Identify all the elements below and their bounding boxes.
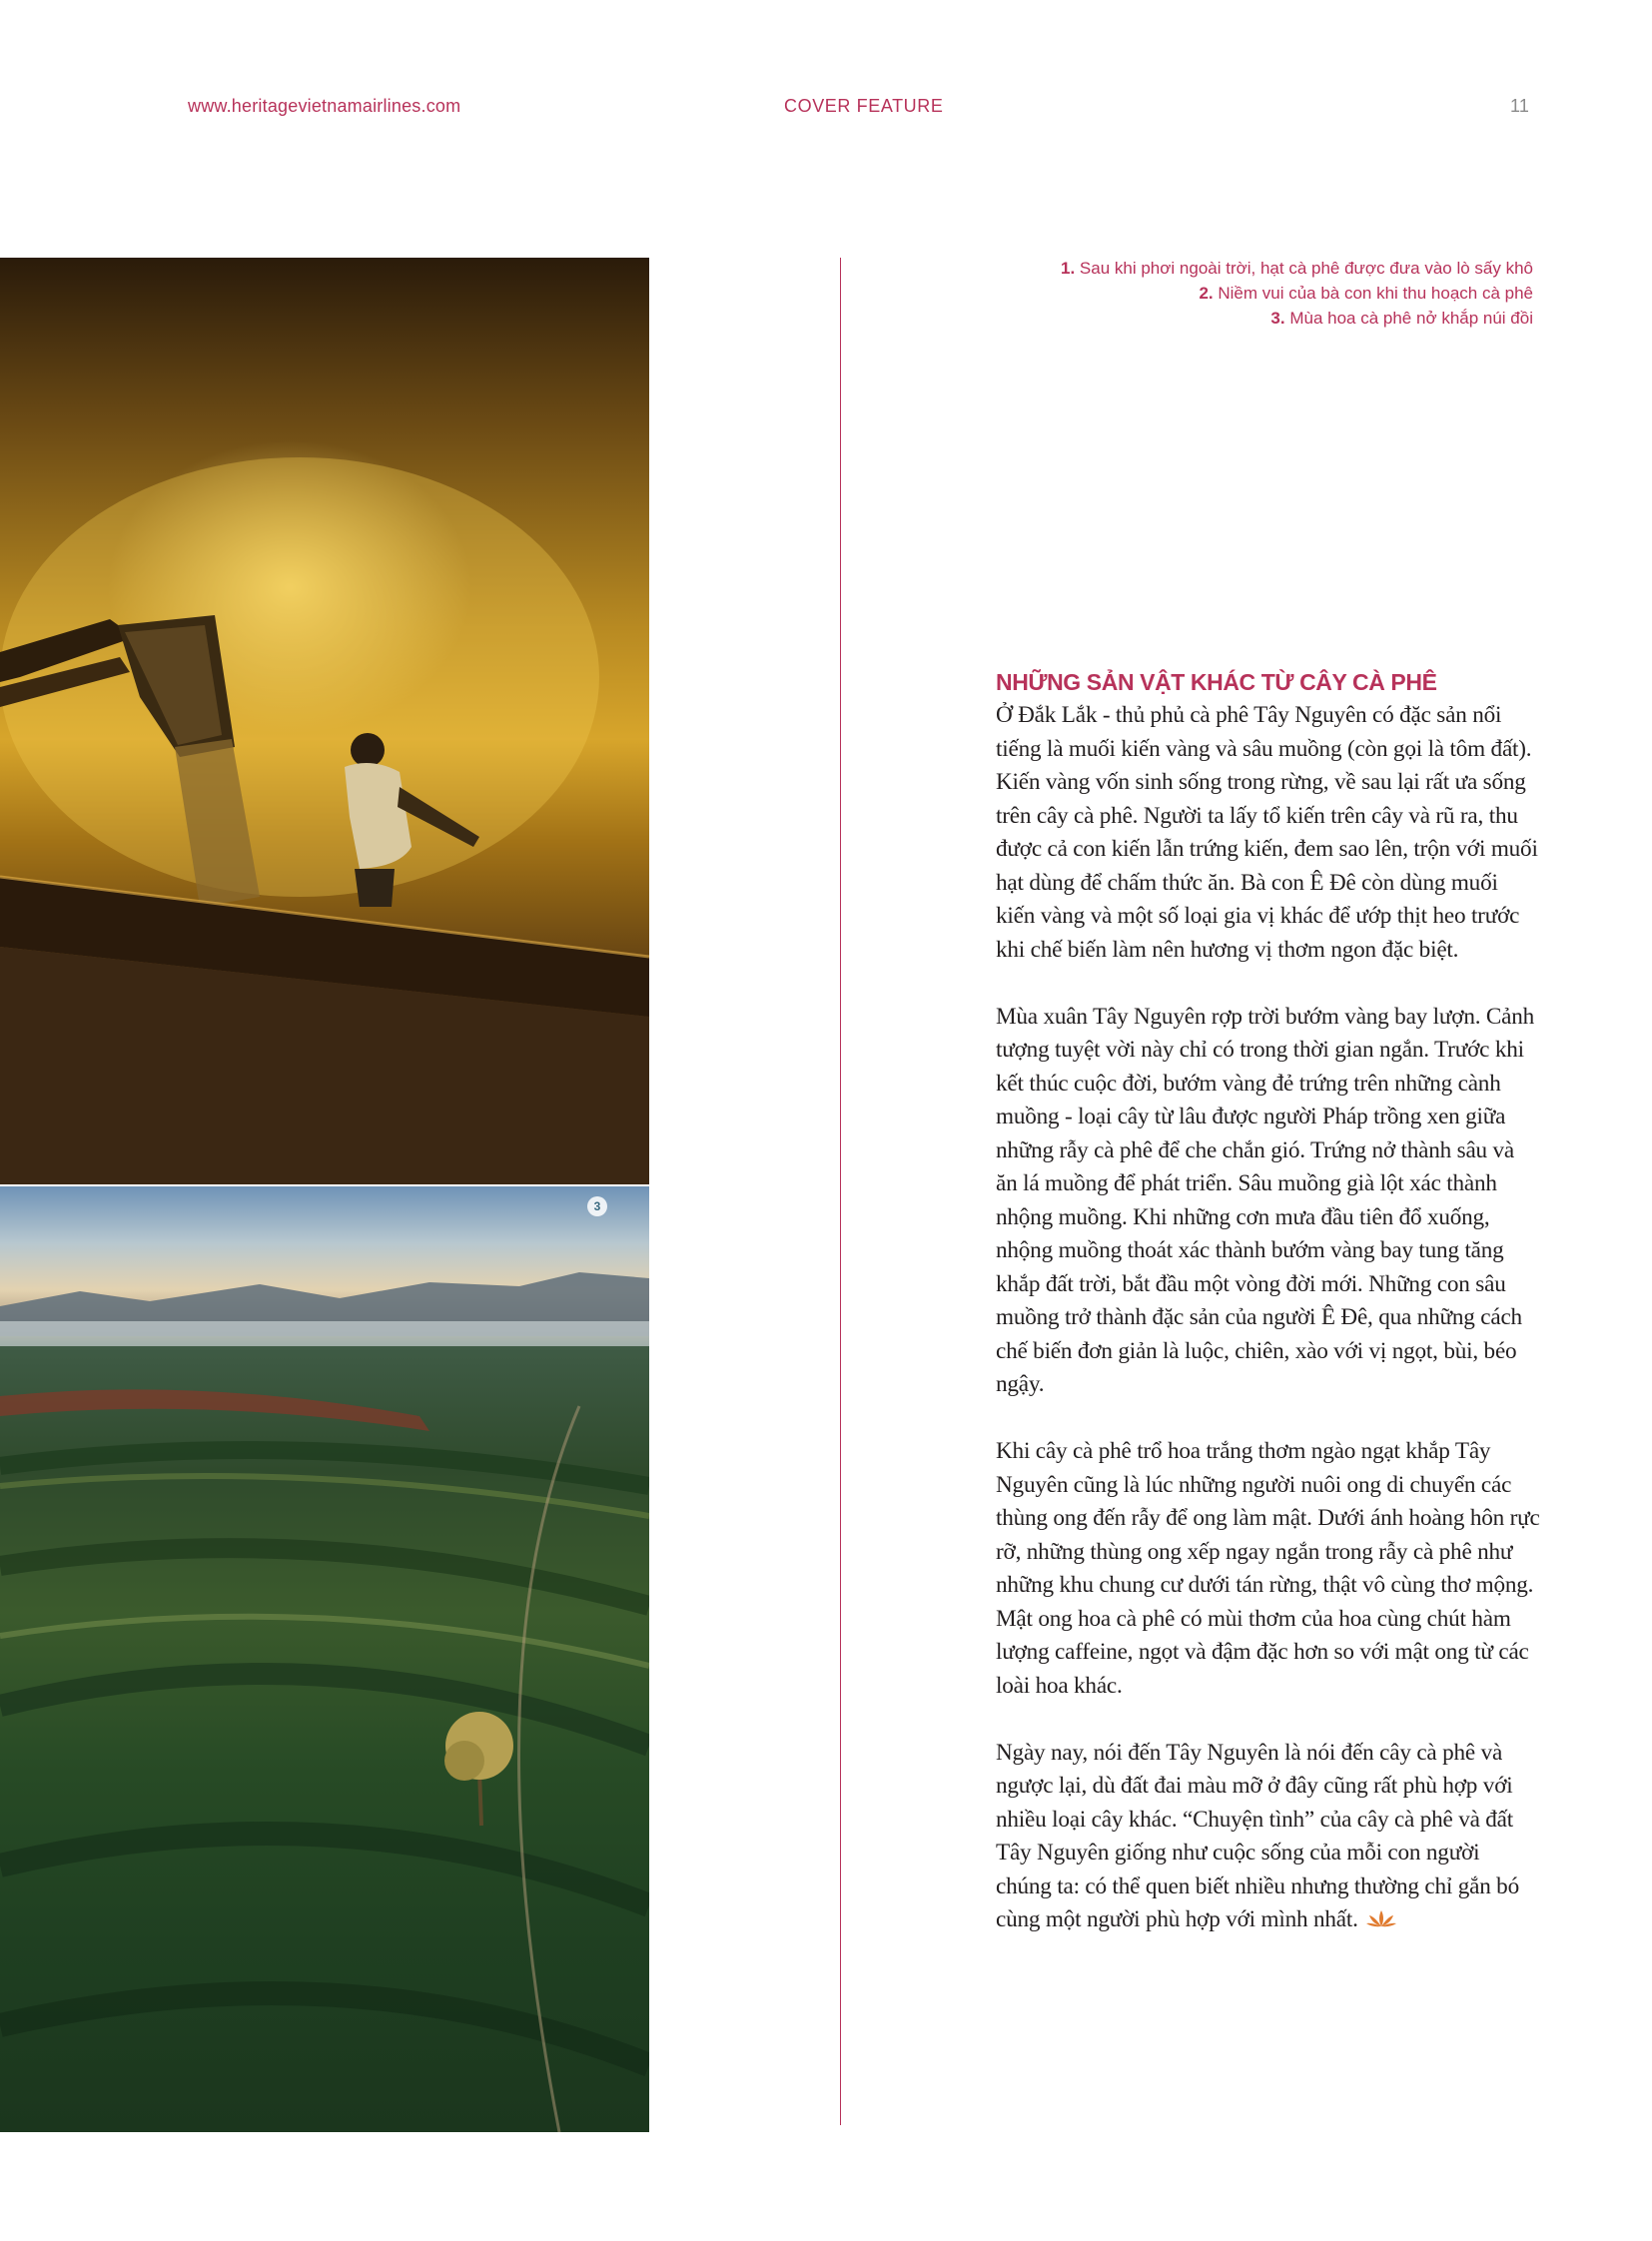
caption-1: 1. Sau khi phơi ngoài trời, hạt cà phê được đưa vào lò sấy khô [1061, 259, 1533, 278]
paragraph-2: Mùa xuân Tây Nguyên rợp trời bướm vàng bay lượn. Cảnh tượng tuyệt vời này chỉ có trong thời gian ngắn. Trước khi kết thúc cuộc đời, bướm vàng đẻ trứng trên những cành muồng - loại cây từ lâu được người Pháp trồng xen giữa những rẫy cà phê để che chắn gió. Trứng nở thành sâu và ăn lá muồng để phát triển. Sâu muồng già lột xác thành nhộng muồng. Khi những cơn mưa đầu tiên đổ xuống, nhộng muồng thoát xác thành bướm vàng bay tung tăng khắp đất trời, bắt đầu một vòng đời mới. Những con sâu muồng trở thành đặc sản của người Ê Đê, qua những cách chế biến đơn giản là luộc, chiên, xào với vị ngọt, bùi, béo ngậy. [996, 1003, 1535, 1397]
article-body [996, 665, 1540, 1972]
paragraph-3: Khi cây cà phê trổ hoa trắng thơm ngào ngạt khắp Tây Nguyên cũng là lúc những người nuôi ong di chuyển các thùng ong đến rẫy để ong làm mật. Dưới ánh hoàng hôn rực rỡ, những thùng ong xếp ngay ngắn trong rẫy cà phê như những khu chung cư dưới tán rừng, thật vô cùng thơ mộng. Mật ong hoa cà phê có mùi thơm của hoa cùng chút hàm lượng caffeine, ngọt và đậm đặc hơn so với mật ong từ các loài hoa khác. [996, 1438, 1540, 1699]
paragraph-4: Ngày nay, nói đến Tây Nguyên là nói đến cây cà phê và ngược lại, dù đất đai màu mỡ ở đây cũng rất phù hợp với nhiều loại cây khác. “Chuyện tình” của cây cà phê và đất Tây Nguyên giống như cuộc sống của mỗi con người chúng ta: có thể quen biết nhiều nhưng thường chỉ gắn bó cùng một người phù hợp với mình nhất. [996, 1737, 1540, 1939]
coffee-drying-illustration [0, 258, 649, 1184]
section-title: NHỮNG SẢN VẬT KHÁC TỪ CÂY CÀ PHÊ [996, 669, 1437, 695]
section-label: COVER FEATURE [784, 96, 944, 116]
photo-captions [1061, 256, 1533, 331]
paragraph-1: Ở Đắk Lắk - thủ phủ cà phê Tây Nguyên có đặc sản nổi tiếng là muối kiến vàng và sâu muồng (còn gọi là tôm đất). Kiến vàng vốn sinh sống trong rừng, về sau lại rất ưa sống trên cây cà phê. Người ta lấy tổ kiến trên cây và rũ ra, thu được cả con kiến lẫn trứng kiến, đem sao lên, trộn với muối hạt dùng để chấm thức ăn. Bà con Ê Đê còn dùng muối kiến vàng và một số loại gia vị khác để ướp thịt heo trước khi chế biến làm nên hương vị thơm ngon đặc biệt. [996, 702, 1538, 963]
photo-badge-3: 3 [587, 1196, 607, 1216]
coffee-hills-photo [0, 1186, 649, 2132]
lotus-icon [1366, 1905, 1396, 1939]
page-number: 11 [1510, 96, 1530, 116]
coffee-drying-photo [0, 258, 649, 1184]
column-divider [840, 258, 841, 2125]
caption-2: 2. Niềm vui của bà con khi thu hoạch cà phê [1199, 284, 1533, 303]
coffee-hills-illustration [0, 1186, 649, 2132]
website-url: www.heritagevietnamairlines.com [188, 96, 461, 116]
caption-3: 3. Mùa hoa cà phê nở khắp núi đồi [1270, 309, 1533, 328]
